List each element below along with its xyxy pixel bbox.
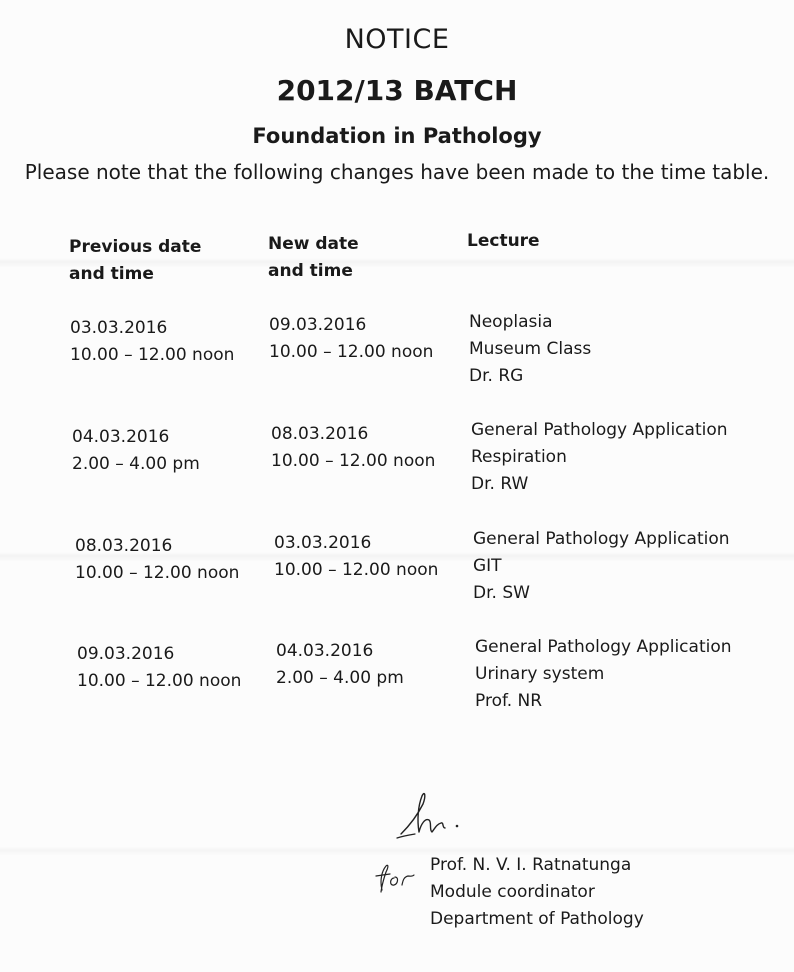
- row-3-new: [274, 530, 438, 584]
- row-1-previous: [70, 315, 234, 369]
- handwritten-signature: [395, 786, 495, 846]
- row-1-new-date: 09.03.2016: [269, 315, 367, 335]
- row-2-lecture-title: General Pathology Application: [471, 420, 728, 440]
- row-2-previous-date: 04.03.2016: [72, 427, 170, 447]
- row-3-new-date: 03.03.2016: [274, 533, 372, 553]
- header-new-line-1: New date: [268, 234, 359, 254]
- row-2-new-time: 10.00 – 12.00 noon: [271, 451, 436, 471]
- row-4-lecture: [475, 634, 732, 715]
- row-4-new-date: 04.03.2016: [276, 641, 374, 661]
- row-3-lecture-topic: GIT: [473, 556, 502, 576]
- row-1-lecture: [469, 309, 591, 390]
- row-4-lecture-title: General Pathology Application: [475, 637, 732, 657]
- header-previous-line-2: and time: [69, 264, 154, 284]
- header-new-date: [268, 231, 359, 285]
- row-3-lecture-lecturer: Dr. SW: [473, 583, 530, 603]
- row-2-previous: [72, 424, 200, 478]
- header-lecture-line-1: Lecture: [467, 231, 540, 251]
- row-3-new-time: 10.00 – 12.00 noon: [274, 560, 439, 580]
- row-2-new-date: 08.03.2016: [271, 424, 369, 444]
- intro-text: Please note that the following changes have been made to the time table.: [24, 160, 770, 184]
- header-previous-line-1: Previous date: [69, 237, 202, 257]
- row-3-previous-time: 10.00 – 12.00 noon: [75, 563, 240, 583]
- header-previous-date: [69, 234, 201, 288]
- coordinator-name: Prof. N. V. I. Ratnatunga: [430, 855, 632, 875]
- row-1-new: [269, 312, 433, 366]
- row-2-new: [271, 421, 435, 475]
- row-4-previous-date: 09.03.2016: [77, 644, 175, 664]
- row-2-lecture-topic: Respiration: [471, 447, 567, 467]
- row-1-new-time: 10.00 – 12.00 noon: [269, 342, 434, 362]
- row-3-previous-date: 08.03.2016: [75, 536, 173, 556]
- row-4-previous-time: 10.00 – 12.00 noon: [77, 671, 242, 691]
- row-2-lecture-lecturer: Dr. RW: [471, 474, 529, 494]
- row-2-previous-time: 2.00 – 4.00 pm: [72, 454, 200, 474]
- row-4-previous: [77, 641, 241, 695]
- row-4-new-time: 2.00 – 4.00 pm: [276, 668, 404, 688]
- coordinator-role: Module coordinator: [430, 882, 595, 902]
- row-3-lecture-title: General Pathology Application: [473, 529, 730, 549]
- batch-heading: 2012/13 BATCH: [276, 74, 518, 107]
- row-2-lecture: [471, 417, 728, 498]
- row-1-previous-time: 10.00 – 12.00 noon: [70, 345, 235, 365]
- row-3-lecture: [473, 526, 730, 607]
- row-4-lecture-lecturer: Prof. NR: [475, 691, 543, 711]
- coordinator-department: Department of Pathology: [430, 909, 644, 929]
- row-1-previous-date: 03.03.2016: [70, 318, 168, 338]
- handwritten-for-mark: [372, 860, 420, 896]
- row-4-lecture-topic: Urinary system: [475, 664, 605, 684]
- row-1-lecture-lecturer: Dr. RG: [469, 366, 524, 386]
- course-heading: Foundation in Pathology: [252, 124, 542, 148]
- row-1-lecture-title: Neoplasia: [469, 312, 553, 332]
- header-new-line-2: and time: [268, 261, 353, 281]
- header-lecture: [467, 228, 540, 255]
- notice-title: NOTICE: [344, 24, 450, 55]
- row-3-previous: [75, 533, 239, 587]
- coordinator-block: [430, 852, 644, 933]
- row-1-lecture-topic: Museum Class: [469, 339, 592, 359]
- row-4-new: [276, 638, 404, 692]
